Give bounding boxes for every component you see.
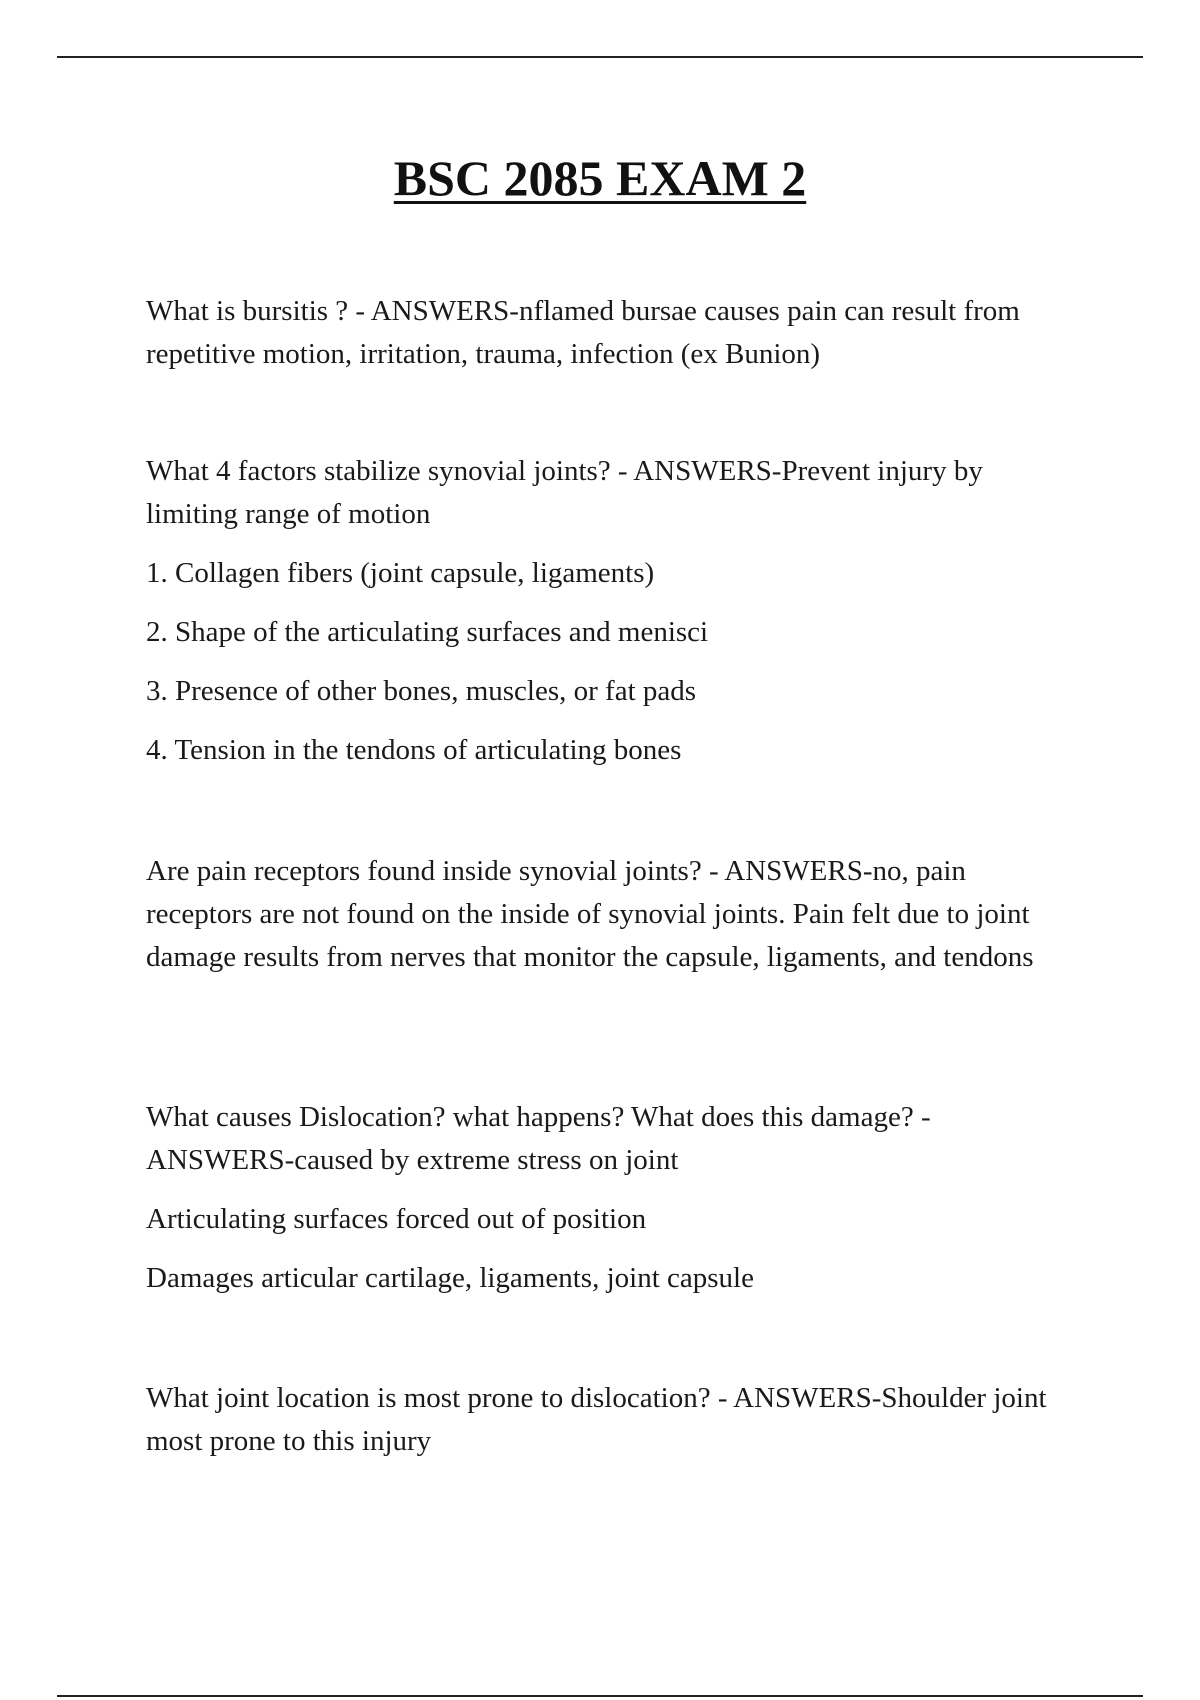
qa-block-dislocation — [146, 1096, 1076, 1300]
qa-paragraph: What joint location is most prone to dislocation? - ANSWERS-Shoulder joint most prone to this injury — [146, 1382, 1047, 1457]
document-title: BSC 2085 EXAM 2 — [393, 150, 807, 206]
list-item: 3. Presence of other bones, muscles, or fat pads — [146, 675, 697, 707]
list-item: 4. Tension in the tendons of articulating bones — [146, 734, 682, 766]
qa-block-bursitis — [146, 290, 1076, 376]
qa-paragraph: What causes Dislocation? what happens? What does this damage? - ANSWERS-caused by extreme stress on joint — [146, 1101, 931, 1176]
qa-block-dislocation-location — [146, 1377, 1076, 1463]
qa-paragraph: What is bursitis ? - ANSWERS-nflamed bursae causes pain can result from repetitive motion, irritation, trauma, infection (ex Bunion) — [146, 295, 1020, 370]
qa-paragraph: Articulating surfaces forced out of position — [146, 1203, 647, 1235]
list-item: 1. Collagen fibers (joint capsule, ligaments) — [146, 557, 655, 589]
top-rule — [57, 56, 1143, 58]
list-item: 2. Shape of the articulating surfaces and menisci — [146, 616, 709, 648]
qa-paragraph: What 4 factors stabilize synovial joints? - ANSWERS-Prevent injury by limiting range of motion — [146, 455, 983, 530]
qa-block-synovial-stabilizers — [146, 450, 1076, 772]
qa-block-pain-receptors — [146, 850, 1076, 979]
qa-paragraph: Damages articular cartilage, ligaments, joint capsule — [146, 1262, 754, 1294]
bottom-rule — [57, 1695, 1143, 1697]
qa-paragraph: Are pain receptors found inside synovial joints? - ANSWERS-no, pain receptors are not found on the inside of synovial joints. Pain felt due to joint damage results from nerves that monitor the capsule, ligaments, and tendons — [146, 855, 1034, 973]
